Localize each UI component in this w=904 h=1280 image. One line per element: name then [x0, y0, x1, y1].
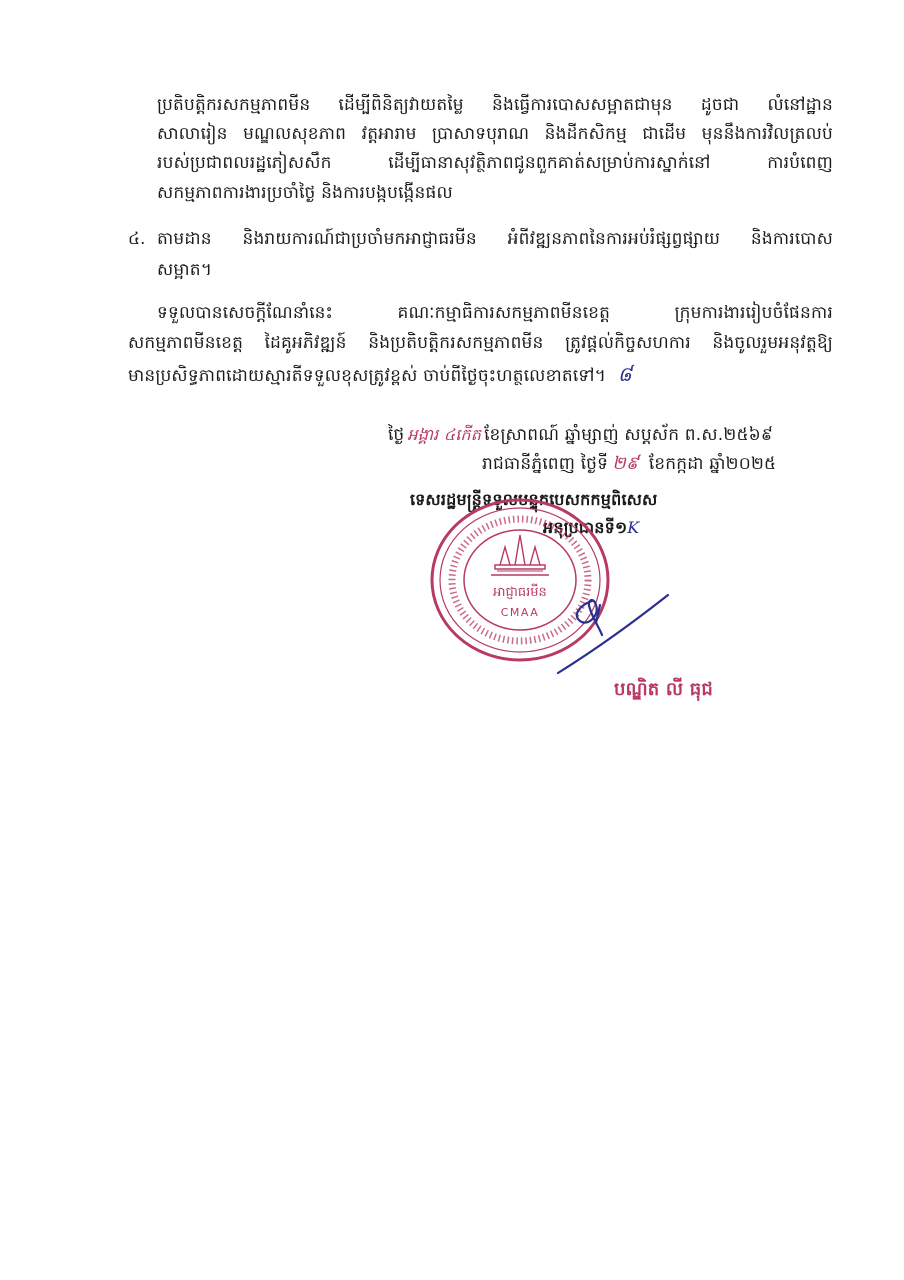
closing-line	[128, 362, 632, 388]
lunar-date-handwritten: អង្គារ ៤កើត	[407, 425, 482, 444]
lunar-date-suffix: ខែស្រាពណ៍ ឆ្នាំម្សាញ់ សប្តស័ក ព.ស.២៥៦៩	[484, 425, 774, 445]
solar-date-handwritten: ២៩	[612, 453, 639, 474]
item-line: តាមដាន និងរាយការណ៍ជាប្រចាំមកអាជ្ញាធរមីន អំពីវឌ្ឍនភាពនៃការអប់រំផ្សព្វផ្សាយ និងការបោស	[157, 229, 833, 249]
solar-date-prefix: រាជធានីភ្នំពេញ ថ្ងៃទី	[482, 454, 609, 474]
initial-mark: ៨	[617, 362, 633, 386]
signatory-title: ទេសរដ្ឋមន្ត្រីទទួលបន្ទុកបេសកកម្មពិសេស	[410, 490, 658, 509]
closing-text: មានប្រសិទ្ធភាពដោយស្មារតីទទួលខុសត្រូវខ្ពស់ ចាប់ពីថ្ងៃចុះហត្ថលេខាតទៅ។	[128, 366, 607, 386]
signatory-name: បណ្ឌិត លី ធុជ	[614, 679, 713, 700]
paragraph-line: ប្រតិបត្តិករសកម្មភាពមីន ដើម្បីពិនិត្យវាយតម្លៃ និងធ្វើការបោសសម្អាតជាមុន ដូចជា លំនៅដ្ឋាន	[157, 95, 833, 115]
solar-date-suffix: ខែកក្កដា ឆ្នាំ២០២៥	[648, 454, 777, 474]
paragraph-line: សកម្មភាពការងារប្រចាំថ្ងៃ និងការបង្កបង្កើនផល	[157, 183, 453, 203]
seal-abbreviation: CMAA	[500, 606, 540, 619]
signatory-subtitle-handwritten: K	[627, 518, 640, 537]
seal-inner-text: អាជ្ញាធរមីន	[493, 585, 547, 600]
closing-line: ទទួលបានសេចក្តីណែនាំនេះ គណៈកម្មាធិការសកម្មភាពមីនខេត្ត ក្រុមការងាររៀបចំផែនការ	[157, 303, 833, 323]
lunar-date-prefix: ថ្ងៃ	[388, 425, 405, 445]
signature	[550, 575, 680, 675]
paragraph-line: សាលារៀន មណ្ឌលសុខភាព វត្តអារាម ប្រាសាទបុរាណ និងដីកសិកម្ម ជាដើម មុននឹងការវិលត្រលប់	[157, 124, 833, 144]
item-line: សម្អាត។	[157, 260, 213, 280]
paragraph-line: របស់ប្រជាពលរដ្ឋភៀសសឹក ដើម្បីធានាសុវត្ថិភាពជូនពួកគាត់សម្រាប់ការស្នាក់នៅ ការបំពេញ	[157, 153, 833, 173]
lunar-date	[388, 423, 773, 447]
solar-date	[482, 452, 776, 476]
signatory-subtitle-text: អនុប្រធានទី១	[543, 518, 628, 537]
closing-line: សកម្មភាពមីនខេត្ត ដៃគូអភិវឌ្ឍន៍ និងប្រតិបត្តិករសកម្មភាពមីន ត្រូវផ្តល់កិច្ចសហការ និងចូលរួមអនុវត្តឱ្យ	[128, 333, 833, 353]
item-number: ៤.	[128, 229, 146, 249]
